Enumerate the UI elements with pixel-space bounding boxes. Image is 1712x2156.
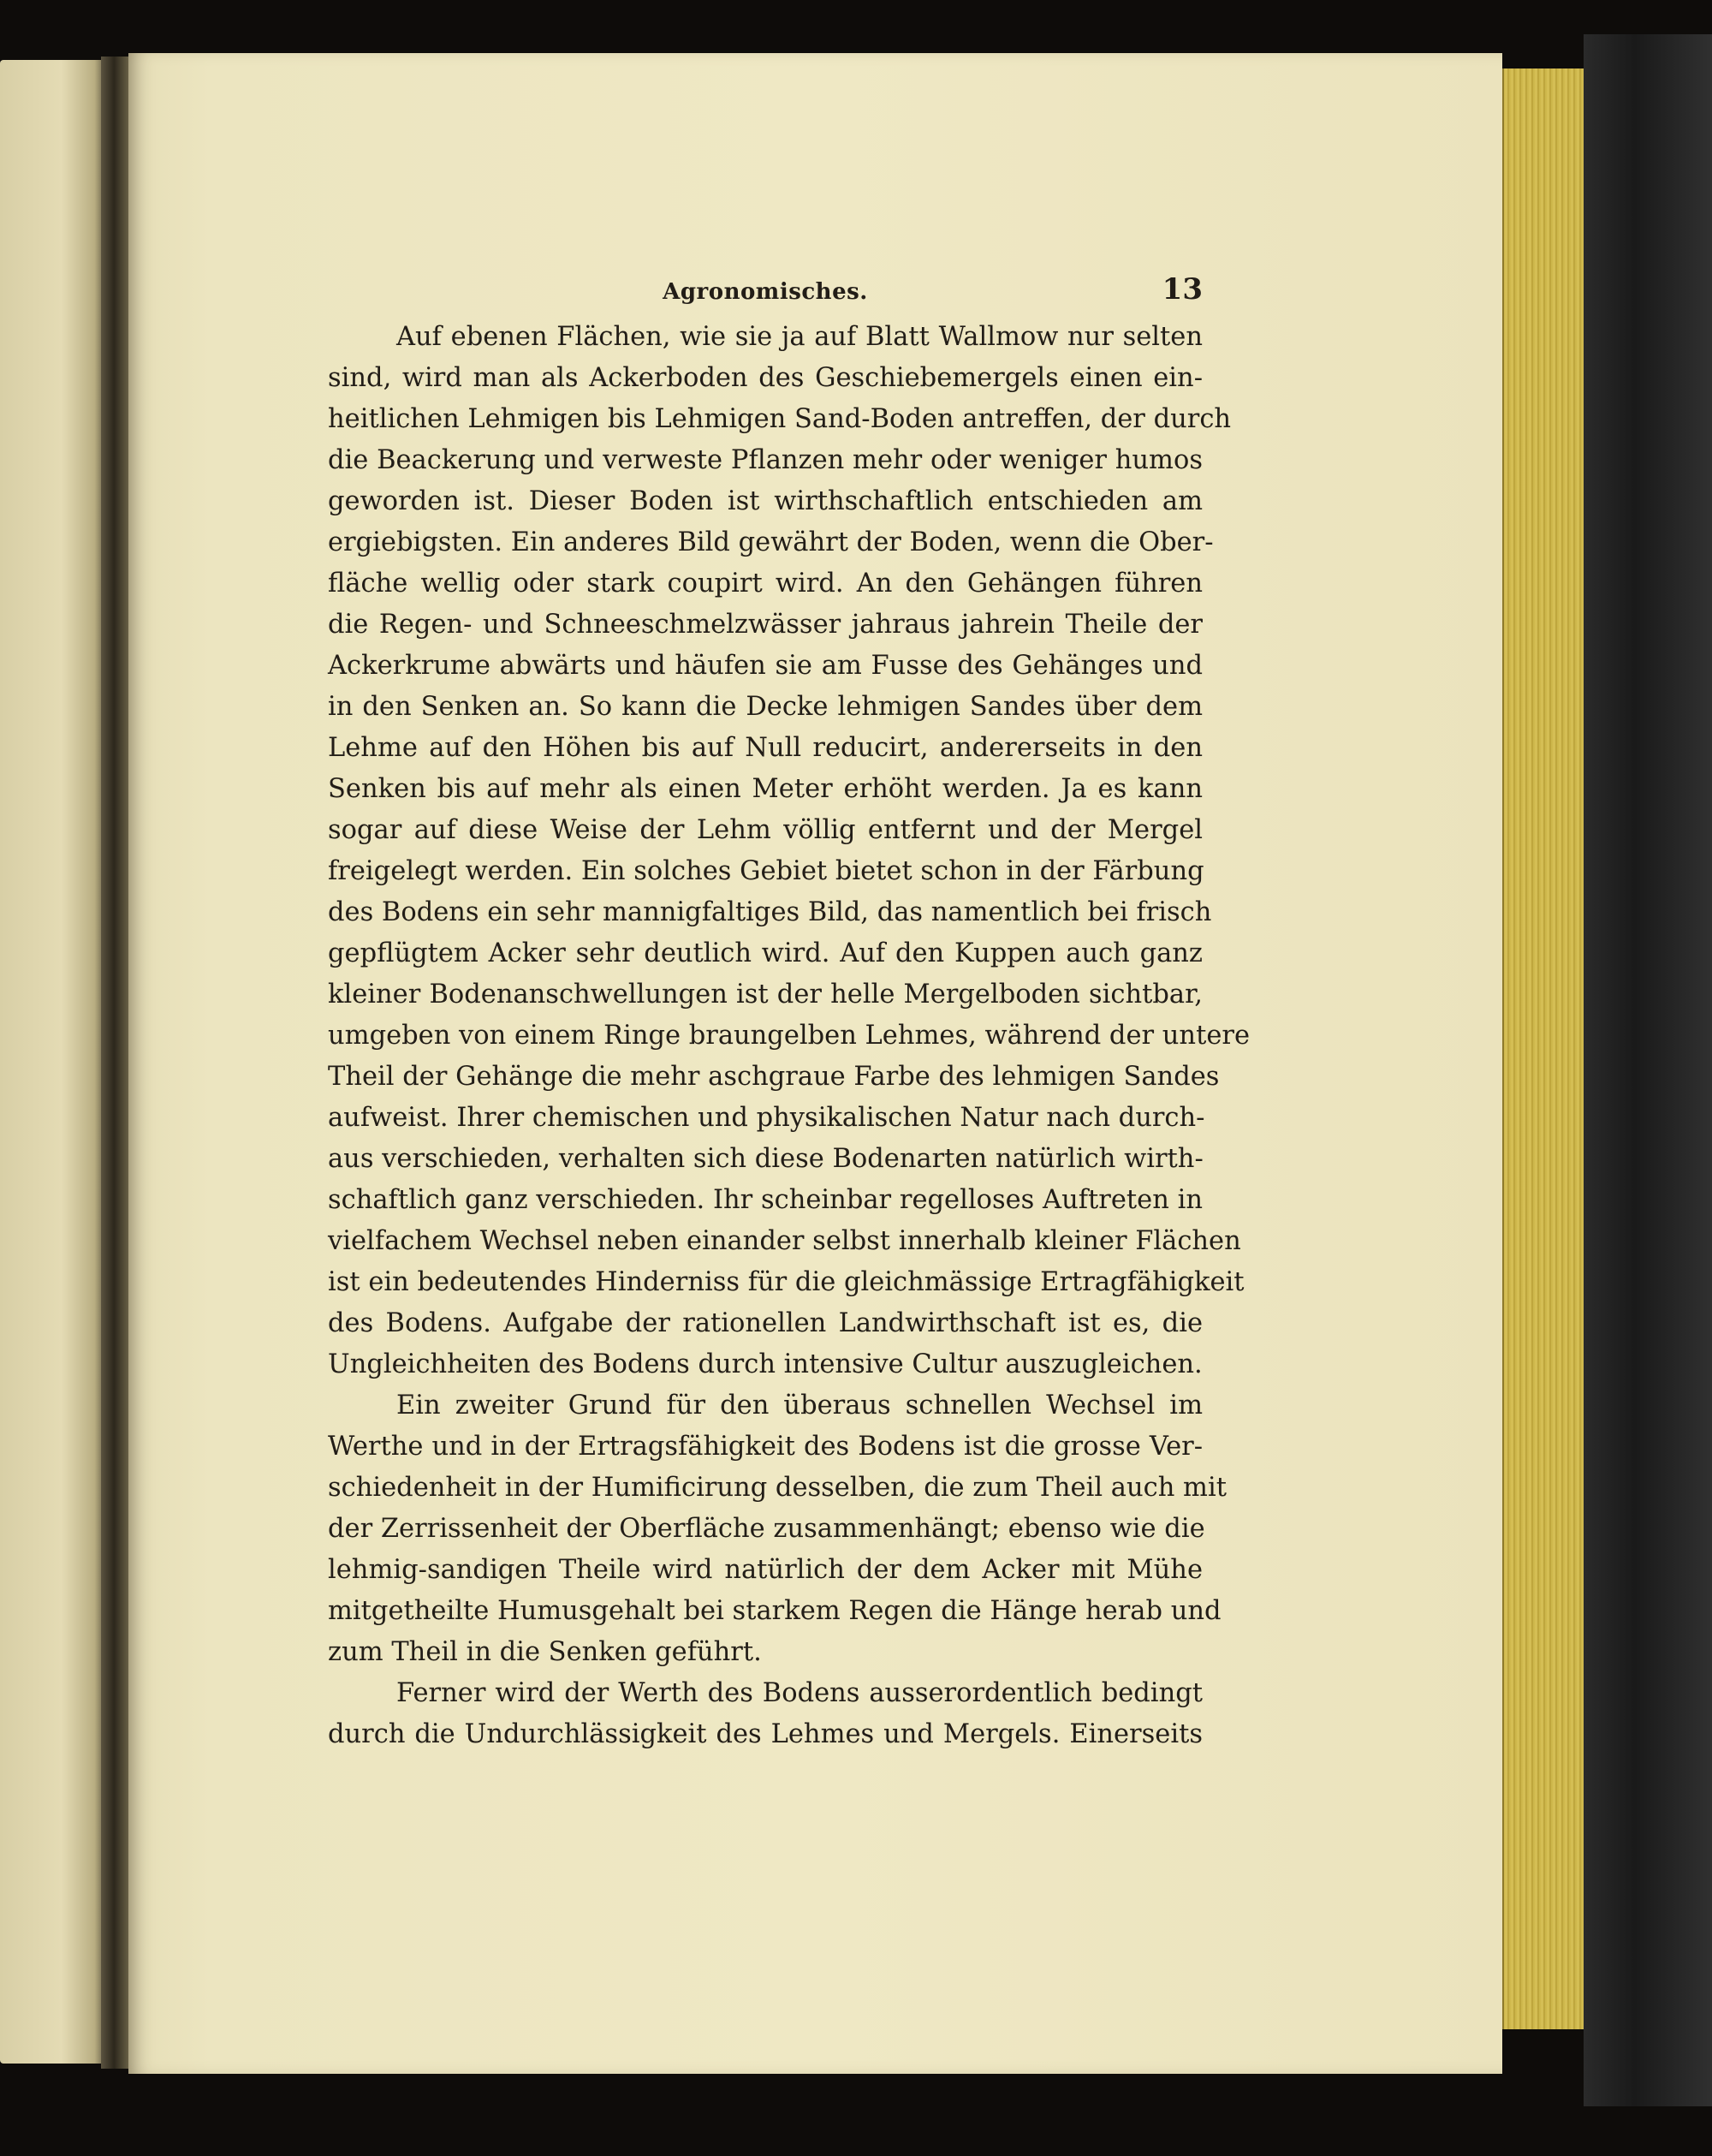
text-line: Ungleichheiten des Bodens durch intensive Cultur auszugleichen. xyxy=(328,1349,1203,1379)
text-line: Theil der Gehänge die mehr aschgraue Farbe des lehmigen Sandes xyxy=(328,1062,1220,1092)
text-line: ist ein bedeutendes Hinderniss für die gleichmässige Ertragfähigkeit xyxy=(328,1267,1245,1297)
text-line: Ferner wird der Werth des Bodens ausserordentlich bedingt xyxy=(396,1678,1203,1708)
body-text xyxy=(328,317,1251,1755)
text-line: ergiebigsten. Ein anderes Bild gewährt der Boden, wenn die Ober- xyxy=(328,527,1214,557)
text-line: die Regen- und Schneeschmelzwässer jahraus jahrein Theile der xyxy=(328,610,1203,640)
text-line: mitgetheilte Humusgehalt bei starkem Regen die Hänge herab und xyxy=(328,1596,1222,1626)
text-line: der Zerrissenheit der Oberfläche zusammenhängt; ebenso wie die xyxy=(328,1514,1205,1544)
text-line: des Bodens. Aufgabe der rationellen Landwirthschaft ist es, die xyxy=(328,1308,1203,1338)
text-line: aufweist. Ihrer chemischen und physikalischen Natur nach durch- xyxy=(328,1103,1205,1133)
text-line: heitlichen Lehmigen bis Lehmigen Sand-Boden antreffen, der durch xyxy=(328,404,1232,434)
text-line: Ein zweiter Grund für den überaus schnellen Wechsel im xyxy=(396,1391,1203,1420)
text-line: lehmig-sandigen Theile wird natürlich der dem Acker mit Mühe xyxy=(328,1555,1203,1585)
text-line: umgeben von einem Ringe braungelben Lehmes, während der untere xyxy=(328,1021,1251,1051)
text-line: geworden ist. Dieser Boden ist wirthschaftlich entschieden am xyxy=(328,486,1203,516)
page-edges xyxy=(1502,68,1585,2029)
text-line: Auf ebenen Flächen, wie sie ja auf Blatt Wallmow nur selten xyxy=(396,322,1203,352)
text-line: zum Theil in die Senken geführt. xyxy=(328,1637,762,1667)
text-line: vielfachem Wechsel neben einander selbst innerhalb kleiner Flächen xyxy=(328,1226,1241,1256)
text-line: die Beackerung und verweste Pflanzen mehr oder weniger humos xyxy=(328,445,1203,475)
text-line: schaftlich ganz verschieden. Ihr scheinbar regelloses Auftreten in xyxy=(328,1185,1203,1215)
book-gutter xyxy=(101,57,130,2069)
text-line: Senken bis auf mehr als einen Meter erhöht werden. Ja es kann xyxy=(328,774,1203,804)
text-line: des Bodens ein sehr mannigfaltiges Bild, das namentlich bei frisch xyxy=(328,897,1212,927)
text-line: Lehme auf den Höhen bis auf Null reducirt, andererseits in den xyxy=(328,733,1203,763)
text-line: gepflügtem Acker sehr deutlich wird. Auf den Kuppen auch ganz xyxy=(328,938,1203,968)
text-line: durch die Undurchlässigkeit des Lehmes und Mergels. Einerseits xyxy=(328,1719,1203,1749)
book-cover xyxy=(1584,34,1712,2106)
text-line: aus verschieden, verhalten sich diese Bodenarten natürlich wirth- xyxy=(328,1144,1204,1174)
text-line: Ackerkrume abwärts und häufen sie am Fusse des Gehänges und xyxy=(328,651,1203,681)
text-line: freigelegt werden. Ein solches Gebiet bietet schon in der Färbung xyxy=(328,856,1204,886)
page-text-block xyxy=(328,272,1251,1755)
running-title: Agronomisches. xyxy=(663,279,868,305)
text-line: schiedenheit in der Humificirung desselben, die zum Theil auch mit xyxy=(328,1473,1227,1503)
running-head xyxy=(328,272,1203,312)
text-line: Werthe und in der Ertragsfähigkeit des Bodens ist die grosse Ver- xyxy=(328,1432,1203,1462)
text-line: kleiner Bodenanschwellungen ist der helle Mergelboden sichtbar, xyxy=(328,980,1203,1010)
text-line: fläche wellig oder stark coupirt wird. An den Gehängen führen xyxy=(328,569,1203,599)
left-page-edge xyxy=(0,60,103,2064)
text-line: sogar auf diese Weise der Lehm völlig entfernt und der Mergel xyxy=(328,815,1203,845)
text-line: sind, wird man als Ackerboden des Geschiebemergels einen ein- xyxy=(328,363,1203,393)
page-number: 13 xyxy=(1162,272,1203,307)
text-line: in den Senken an. So kann die Decke lehmigen Sandes über dem xyxy=(328,692,1203,722)
